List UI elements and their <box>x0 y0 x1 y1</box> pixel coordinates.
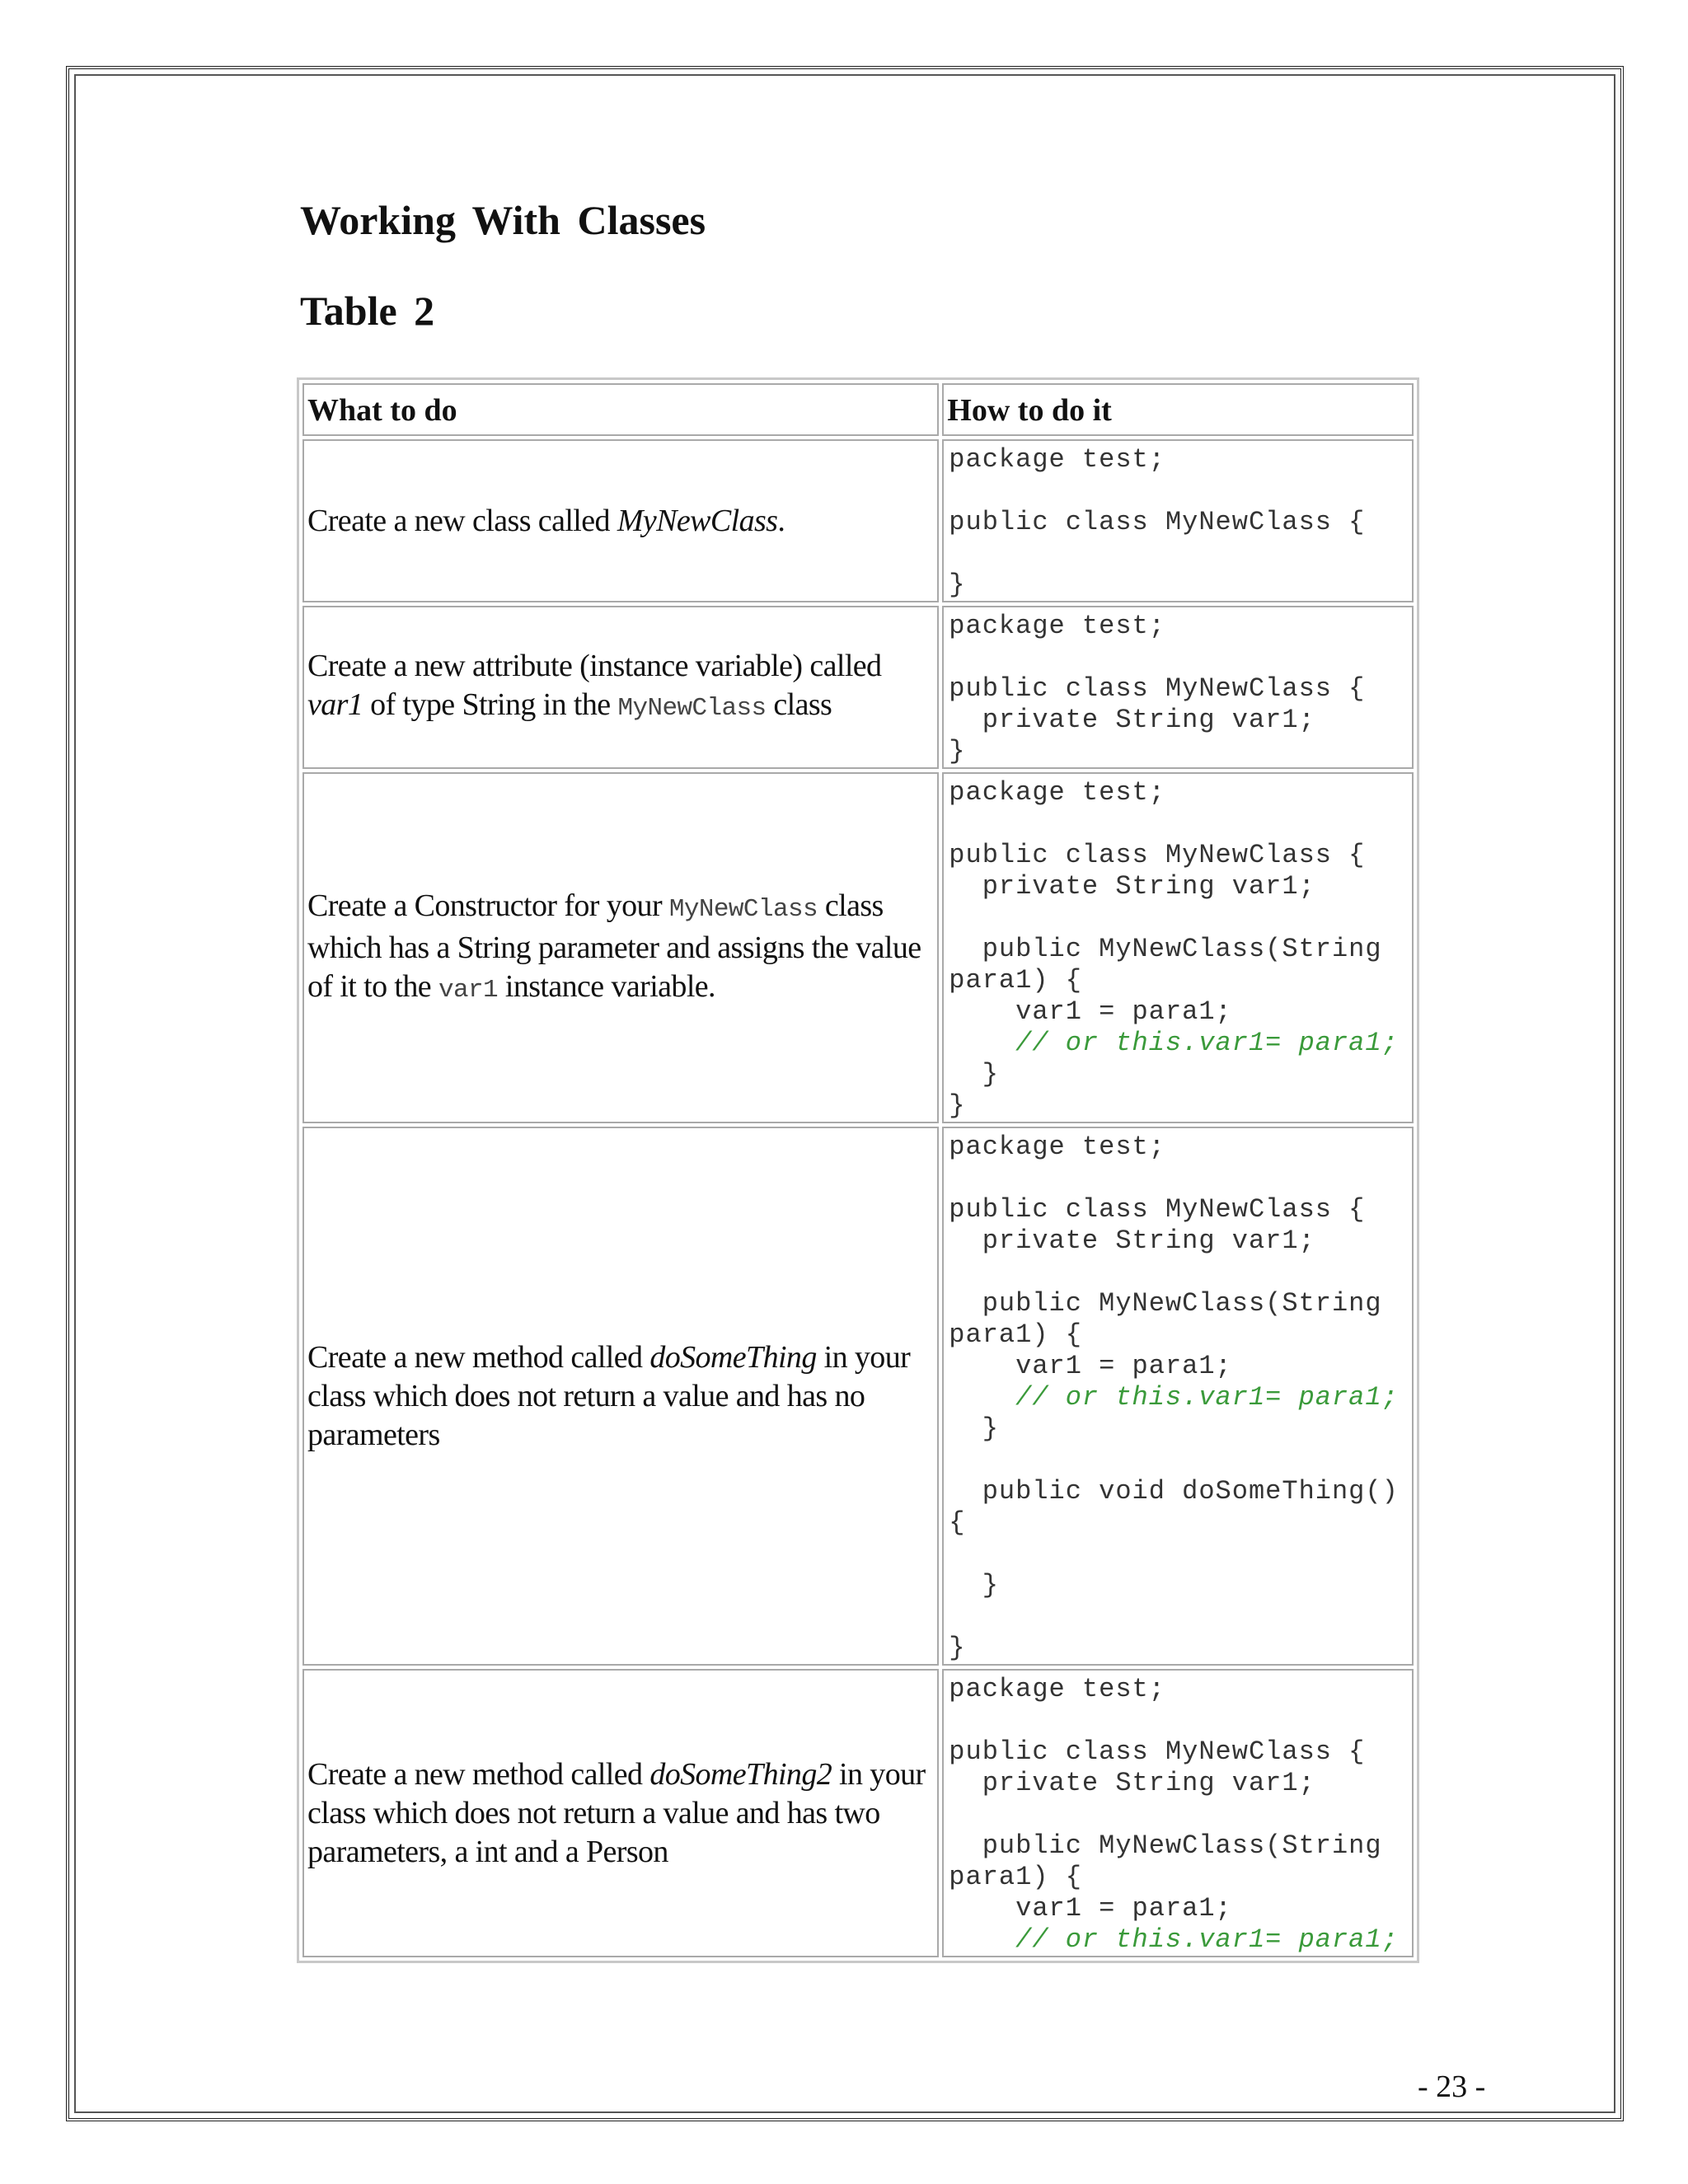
code-sample <box>947 607 1409 767</box>
code-cell <box>942 1127 1414 1666</box>
code-sample <box>947 774 1409 1122</box>
description-segment: MyNewClass <box>617 694 767 723</box>
description-segment: Create a new method called <box>307 1339 650 1375</box>
code-line: public MyNewClass(String para1) { <box>949 934 1399 996</box>
page-number: - 23 - <box>1418 2069 1486 2104</box>
description-segment: Create a new class called <box>307 503 617 538</box>
code-line: private String var1; <box>949 871 1315 902</box>
code-line: } <box>949 1570 999 1601</box>
task-description <box>302 439 939 602</box>
code-line: } <box>949 1633 966 1663</box>
code-cell <box>942 606 1414 769</box>
header-what-to-do: What to do <box>302 383 939 436</box>
table-row <box>302 1127 1414 1666</box>
code-line: } <box>949 1090 966 1121</box>
code-line: package test; <box>949 1674 1165 1704</box>
code-line: private String var1; <box>949 1768 1315 1798</box>
code-line: public void doSomeThing() { <box>949 1476 1415 1538</box>
description-segment: var1 <box>307 687 363 722</box>
code-line: public class MyNewClass { <box>949 840 1366 870</box>
code-line: // or this.var1= para1; <box>949 1382 1399 1413</box>
task-description <box>302 606 939 769</box>
description-segment: doSomeThing <box>649 1339 817 1375</box>
code-line: } <box>949 736 966 766</box>
code-sample <box>947 1671 1409 1956</box>
task-description <box>302 1127 939 1666</box>
code-line: private String var1; <box>949 1226 1315 1256</box>
code-line: public class MyNewClass { <box>949 1194 1366 1225</box>
code-line: // or this.var1= para1; <box>949 1028 1399 1058</box>
code-line: } <box>949 1059 999 1090</box>
description-segment: class which has a String parameter and assigns the value of it to the <box>307 888 921 1004</box>
description-segment: MyNewClass <box>668 894 818 924</box>
description-segment: class <box>766 687 832 722</box>
description-segment: Create a Constructor for your <box>307 888 669 923</box>
table-header-row <box>302 383 1414 436</box>
description-segment: in your class which does not return a value and has two parameters, a int and a Person <box>307 1756 926 1869</box>
code-line: public class MyNewClass { <box>949 673 1366 704</box>
code-line: var1 = para1; <box>949 996 1232 1027</box>
code-line: package test; <box>949 444 1165 475</box>
code-sample <box>947 441 1409 601</box>
table-caption: Table 2 <box>300 288 435 334</box>
description-segment: var1 <box>438 975 498 1005</box>
code-line: package test; <box>949 1132 1165 1162</box>
code-cell <box>942 439 1414 602</box>
description-segment: instance variable. <box>497 968 715 1004</box>
code-line: } <box>949 1413 999 1444</box>
code-line: var1 = para1; <box>949 1893 1232 1924</box>
code-cell <box>942 772 1414 1123</box>
code-line: var1 = para1; <box>949 1351 1232 1381</box>
description-segment: in your class which does not return a value and has no parameters <box>307 1339 911 1452</box>
table-row <box>302 1669 1414 1957</box>
page-title: Working With Classes <box>300 197 706 243</box>
task-description <box>302 1669 939 1957</box>
description-segment: doSomeThing2 <box>649 1756 832 1792</box>
code-sample <box>947 1128 1415 1664</box>
table-row <box>302 772 1414 1123</box>
description-segment: Create a new method called <box>307 1756 650 1792</box>
code-line: public MyNewClass(String para1) { <box>949 1830 1399 1892</box>
table-row <box>302 439 1414 602</box>
description-segment: Create a new attribute (instance variable) called <box>307 649 882 683</box>
code-line: package test; <box>949 611 1165 641</box>
code-line: public class MyNewClass { <box>949 507 1366 537</box>
table-row <box>302 606 1414 769</box>
instructions-table <box>297 377 1419 1963</box>
code-line: } <box>949 569 966 600</box>
header-how-to-do-it: How to do it <box>942 383 1414 436</box>
description-segment: of type String in the <box>363 687 618 722</box>
task-description <box>302 772 939 1123</box>
description-segment: . <box>777 503 785 538</box>
code-cell <box>942 1669 1414 1957</box>
description-segment: MyNewClass <box>617 503 778 538</box>
code-line: package test; <box>949 777 1165 808</box>
code-line: // or this.var1= para1; <box>949 1924 1399 1955</box>
code-line: public class MyNewClass { <box>949 1736 1366 1767</box>
code-line: private String var1; <box>949 705 1315 735</box>
code-line: public MyNewClass(String para1) { <box>949 1288 1399 1350</box>
